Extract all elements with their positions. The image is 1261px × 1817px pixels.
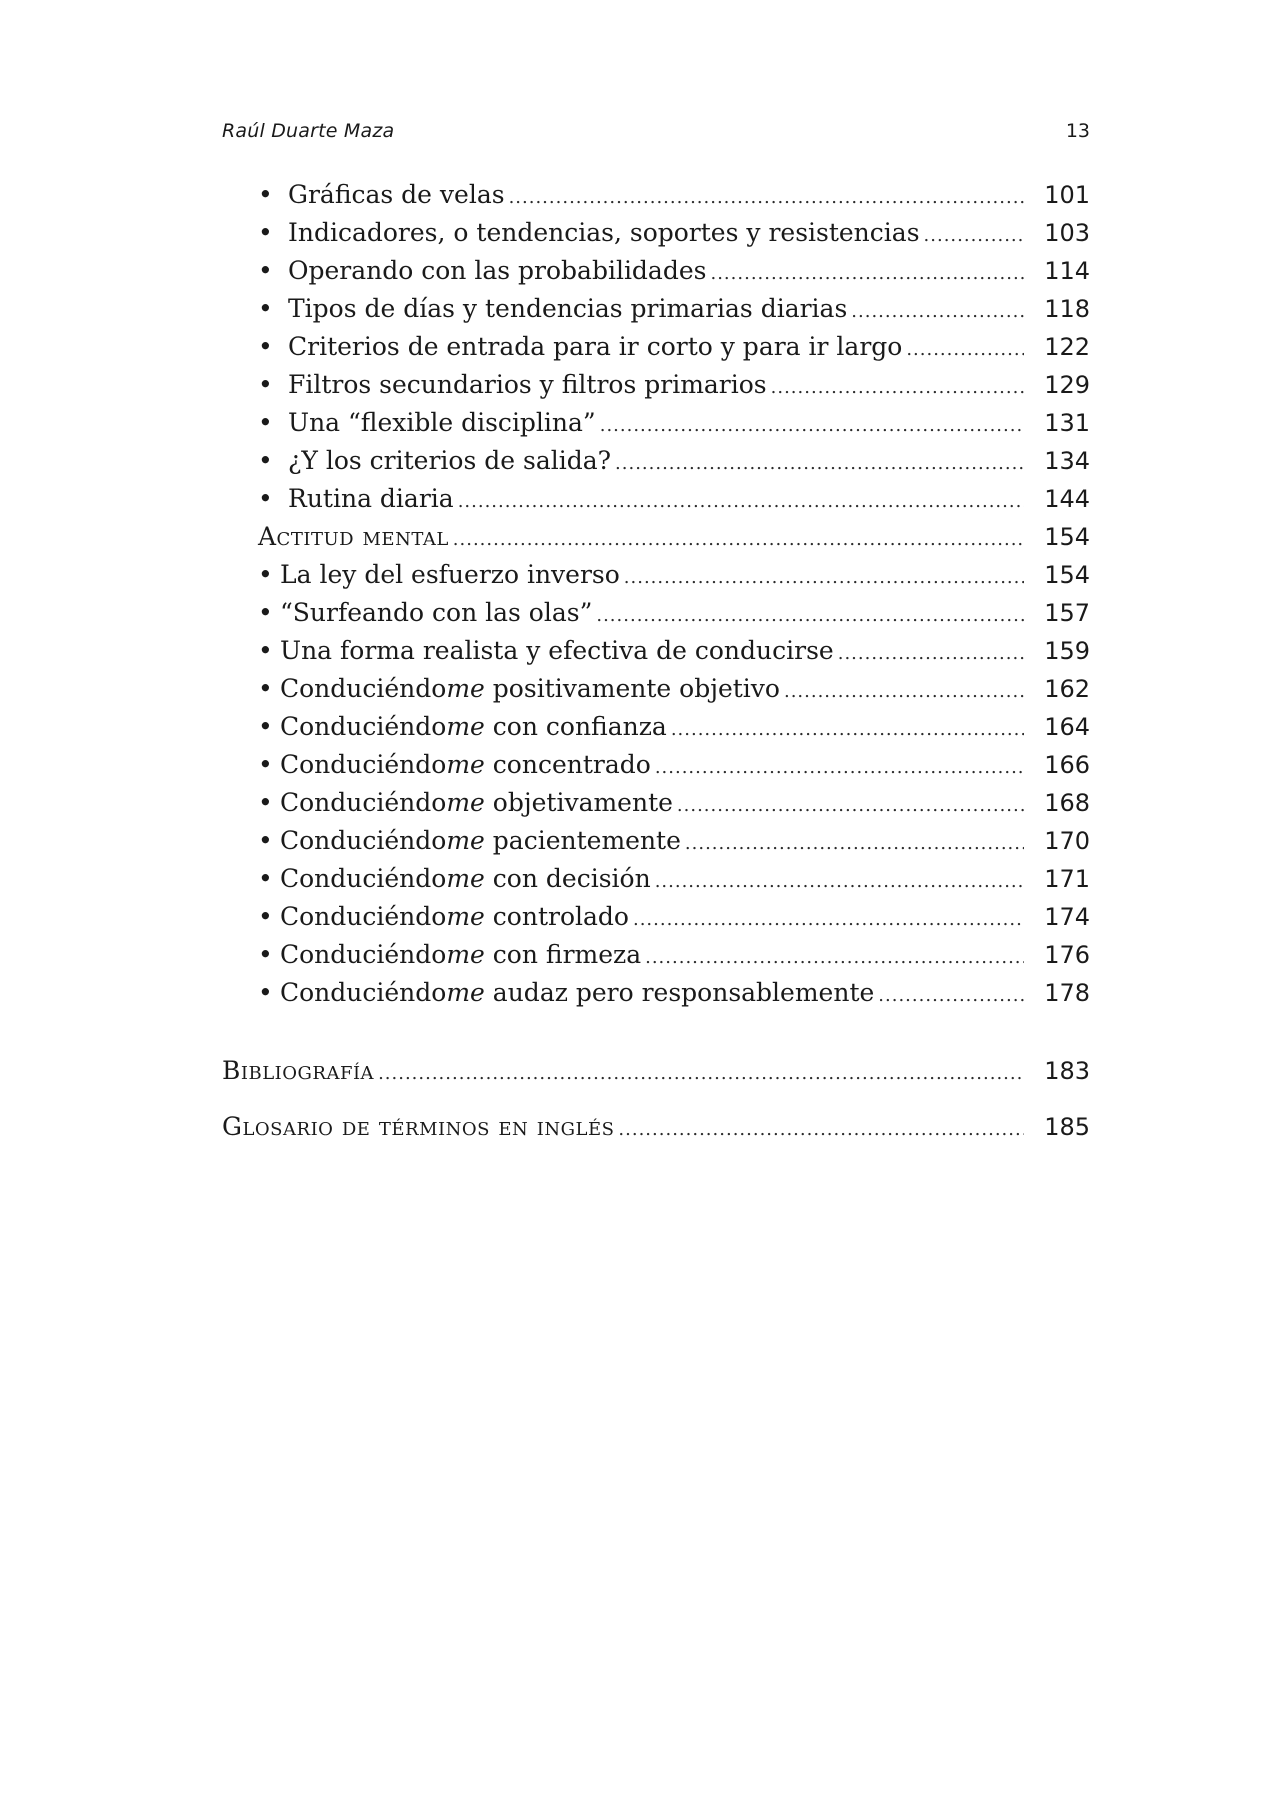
- bullet: •: [258, 712, 273, 741]
- toc-entry-page: 176: [1044, 941, 1090, 969]
- bullet: •: [258, 256, 273, 285]
- toc-entry-page: 154: [1044, 561, 1090, 589]
- dot-leader: [596, 605, 1024, 626]
- dot-leader: [906, 339, 1024, 360]
- dot-leader: [851, 301, 1024, 322]
- dot-leader: [677, 795, 1024, 816]
- toc-section-page: 154: [1044, 523, 1090, 551]
- toc-entry[interactable]: [258, 256, 1090, 294]
- toc-section-page: 183: [1044, 1057, 1090, 1085]
- bullet: •: [258, 332, 273, 361]
- bullet: •: [258, 902, 273, 931]
- toc-entry-title: Indicadores, o tendencias, soportes y resistencias: [288, 218, 920, 247]
- toc-section-glosario[interactable]: [222, 1112, 1090, 1150]
- dot-leader: [838, 643, 1024, 664]
- toc-entry-page: 101: [1044, 181, 1090, 209]
- toc-entry[interactable]: [258, 712, 1090, 750]
- page-number: 13: [1065, 120, 1090, 142]
- toc-entry-page: 122: [1044, 333, 1090, 361]
- toc-entry-page: 118: [1044, 295, 1090, 323]
- toc-entry[interactable]: [258, 294, 1090, 332]
- toc-section-bibliografia[interactable]: [222, 1056, 1090, 1094]
- toc-entry-page: 114: [1044, 257, 1090, 285]
- dot-leader: [671, 719, 1024, 740]
- toc-entry-page: 168: [1044, 789, 1090, 817]
- toc-entry-title: Operando con las probabilidades: [288, 256, 707, 285]
- toc-entry[interactable]: [258, 940, 1090, 978]
- dot-leader: [509, 187, 1024, 208]
- dot-leader: [655, 871, 1024, 892]
- toc-entry-page: 166: [1044, 751, 1090, 779]
- toc-entry[interactable]: [258, 484, 1090, 522]
- bullet: •: [258, 370, 273, 399]
- toc-entry-page: 170: [1044, 827, 1090, 855]
- toc-entry[interactable]: [258, 636, 1090, 674]
- toc-entry[interactable]: [258, 788, 1090, 826]
- toc-entry-title: Conduciéndome concentrado: [280, 750, 651, 779]
- toc-entry-title: Conduciéndome controlado: [280, 902, 629, 931]
- bullet: •: [258, 218, 273, 247]
- bullet: •: [258, 180, 273, 209]
- toc-entry-title: Conduciéndome pacientemente: [280, 826, 681, 855]
- bullet: •: [258, 294, 273, 323]
- dot-leader: [710, 263, 1024, 284]
- toc-section-title: Bibliografía: [222, 1056, 375, 1085]
- toc-entry-page: 178: [1044, 979, 1090, 1007]
- bullet: •: [258, 940, 273, 969]
- toc-entry-title: Filtros secundarios y filtros primarios: [288, 370, 767, 399]
- author-name: Raúl Duarte Maza: [222, 120, 395, 142]
- toc-entry-title: Conduciéndome con decisión: [280, 864, 651, 893]
- dot-leader: [453, 529, 1024, 550]
- toc-entry-title: Tipos de días y tendencias primarias diarias: [288, 294, 848, 323]
- toc-entry-page: 159: [1044, 637, 1090, 665]
- toc-entry-title: Conduciéndome audaz pero responsablemente: [280, 978, 875, 1007]
- toc-entry-title: Conduciéndome con firmeza: [280, 940, 642, 969]
- toc-entry[interactable]: [258, 446, 1090, 484]
- dot-leader: [784, 681, 1024, 702]
- running-head: [222, 120, 1090, 148]
- toc-entry[interactable]: [258, 408, 1090, 446]
- bullet: •: [258, 484, 273, 513]
- toc-entry-title: “Surfeando con las olas”: [280, 598, 593, 627]
- toc-entry[interactable]: [258, 332, 1090, 370]
- dot-leader: [378, 1063, 1024, 1084]
- toc-entry[interactable]: [258, 826, 1090, 864]
- toc-entry[interactable]: [258, 674, 1090, 712]
- dot-leader: [655, 757, 1024, 778]
- bullet: •: [258, 978, 273, 1007]
- bullet: •: [258, 560, 273, 589]
- bullet: •: [258, 636, 273, 665]
- toc-section-actitud-mental[interactable]: [258, 522, 1090, 560]
- dot-leader: [600, 415, 1024, 436]
- toc-entry-page: 131: [1044, 409, 1090, 437]
- toc-section-title: Glosario de términos en inglés: [222, 1112, 615, 1141]
- dot-leader: [618, 1119, 1024, 1140]
- toc-entry-title: Una forma realista y efectiva de conducirse: [280, 636, 834, 665]
- toc-entry[interactable]: [258, 598, 1090, 636]
- bullet: •: [258, 446, 273, 475]
- toc-entry-title: Conduciéndome objetivamente: [280, 788, 673, 817]
- toc-entry-title: Rutina diaria: [288, 484, 454, 513]
- toc-entry[interactable]: [258, 560, 1090, 598]
- bullet: •: [258, 598, 273, 627]
- toc-section-page: 185: [1044, 1113, 1090, 1141]
- bullet: •: [258, 674, 273, 703]
- toc-entry-page: 103: [1044, 219, 1090, 247]
- dot-leader: [645, 947, 1024, 968]
- toc-entry-page: 157: [1044, 599, 1090, 627]
- toc-entry-title: Una “flexible disciplina”: [288, 408, 596, 437]
- bullet: •: [258, 826, 273, 855]
- bullet: •: [258, 750, 273, 779]
- toc-entry-title: ¿Y los criterios de salida?: [288, 446, 612, 475]
- toc-entry-page: 164: [1044, 713, 1090, 741]
- toc-entry[interactable]: [258, 218, 1090, 256]
- toc-entry-page: 144: [1044, 485, 1090, 513]
- toc-entry[interactable]: [258, 370, 1090, 408]
- toc-entry-page: 171: [1044, 865, 1090, 893]
- dot-leader: [878, 985, 1024, 1006]
- toc-entry[interactable]: [258, 902, 1090, 940]
- toc-entry-title: La ley del esfuerzo inverso: [280, 560, 620, 589]
- toc-entry[interactable]: [258, 864, 1090, 902]
- toc-entry-page: 129: [1044, 371, 1090, 399]
- toc-entry-page: 162: [1044, 675, 1090, 703]
- toc-section-title: Actitud mental: [258, 522, 449, 551]
- toc-entry[interactable]: [258, 180, 1090, 218]
- toc-entry-page: 174: [1044, 903, 1090, 931]
- dot-leader: [624, 567, 1024, 588]
- toc-entry-page: 134: [1044, 447, 1090, 475]
- toc-entry[interactable]: [258, 750, 1090, 788]
- toc-entry-title: Conduciéndome positivamente objetivo: [280, 674, 780, 703]
- bullet: •: [258, 788, 273, 817]
- toc-entry-title: Conduciéndome con confianza: [280, 712, 667, 741]
- toc-entry-title: Criterios de entrada para ir corto y para ir largo: [288, 332, 903, 361]
- dot-leader: [771, 377, 1024, 398]
- bullet: •: [258, 408, 273, 437]
- toc-entry-title: Gráficas de velas: [288, 180, 505, 209]
- bullet: •: [258, 864, 273, 893]
- toc-entry[interactable]: [258, 978, 1090, 1016]
- dot-leader: [458, 491, 1024, 512]
- dot-leader: [615, 453, 1024, 474]
- dot-leader: [633, 909, 1024, 930]
- dot-leader: [685, 833, 1024, 854]
- dot-leader: [924, 225, 1024, 246]
